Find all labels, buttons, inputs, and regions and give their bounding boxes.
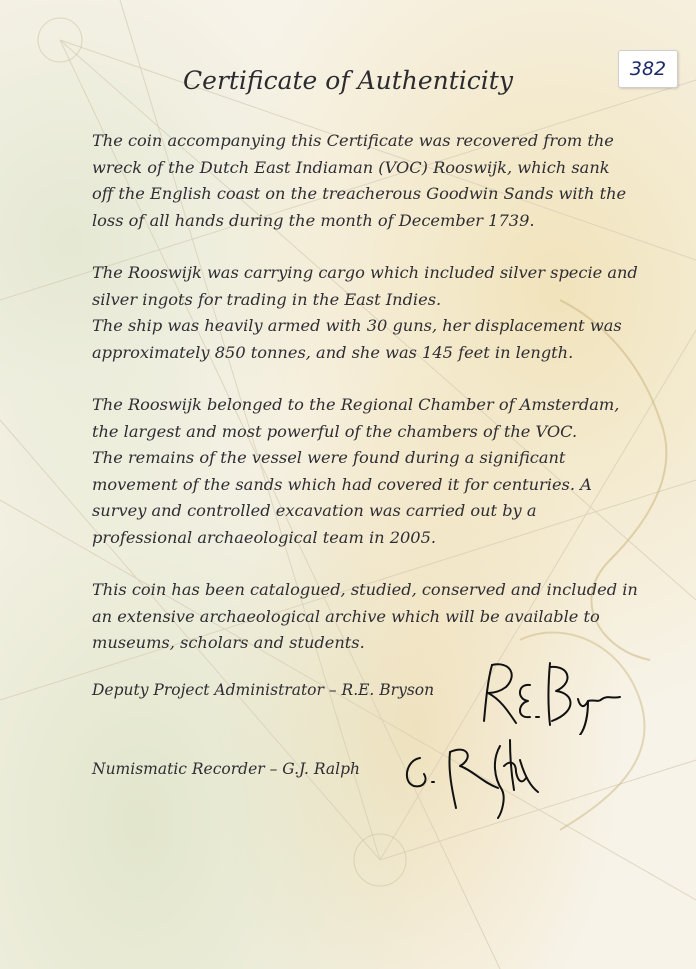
signature-bryson-image [470,655,630,735]
signature-ralph-image [398,730,548,825]
text-line: survey and controlled excavation was carried out by a [92,501,537,520]
certificate-title: Certificate of Authenticity [183,66,513,95]
paragraph-recovery [92,128,627,234]
signatory-recorder-line: Numismatic Recorder – G.J. Ralph [92,760,361,778]
text-line: silver ingots for trading in the East Indies. [92,289,442,309]
text-line: The remains of the vessel were found during a significant [92,448,566,467]
text-line: The Rooswijk was carrying cargo which included silver specie and [92,263,638,282]
text-line: movement of the sands which had covered it for centuries. A [92,474,592,494]
text-line: an extensive archaeological archive which will be available to [92,606,600,626]
text-line: This coin has been catalogued, studied, conserved and included in [92,580,638,599]
text-line: The coin accompanying this Certificate was recovered from the [92,131,614,150]
paragraph-archive [92,577,638,657]
paragraph-cargo [92,260,638,366]
text-line: approximately 850 tonnes, and she was 145 feet in length. [92,342,574,362]
text-line: The ship was heavily armed with 30 guns, her displacement was [92,316,622,335]
paragraph-history [92,392,622,551]
signatory-administrator-line: Deputy Project Administrator – R.E. Bryson [92,681,435,699]
certificate-body [92,128,638,683]
text-line: off the English coast on the treacherous Goodwin Sands with the [92,184,627,203]
text-line: wreck of the Dutch East Indiaman (VOC) Rooswijk, which sank [92,157,610,177]
text-line: professional archaeological team in 2005. [92,527,437,547]
text-line: museums, scholars and students. [92,633,365,652]
text-line: The Rooswijk belonged to the Regional Chamber of Amsterdam, [92,395,620,414]
text-line: loss of all hands during the month of December 1739. [92,210,535,230]
certificate-number-tag: 382 [618,50,678,88]
text-line: the largest and most powerful of the chambers of the VOC. [92,421,578,441]
